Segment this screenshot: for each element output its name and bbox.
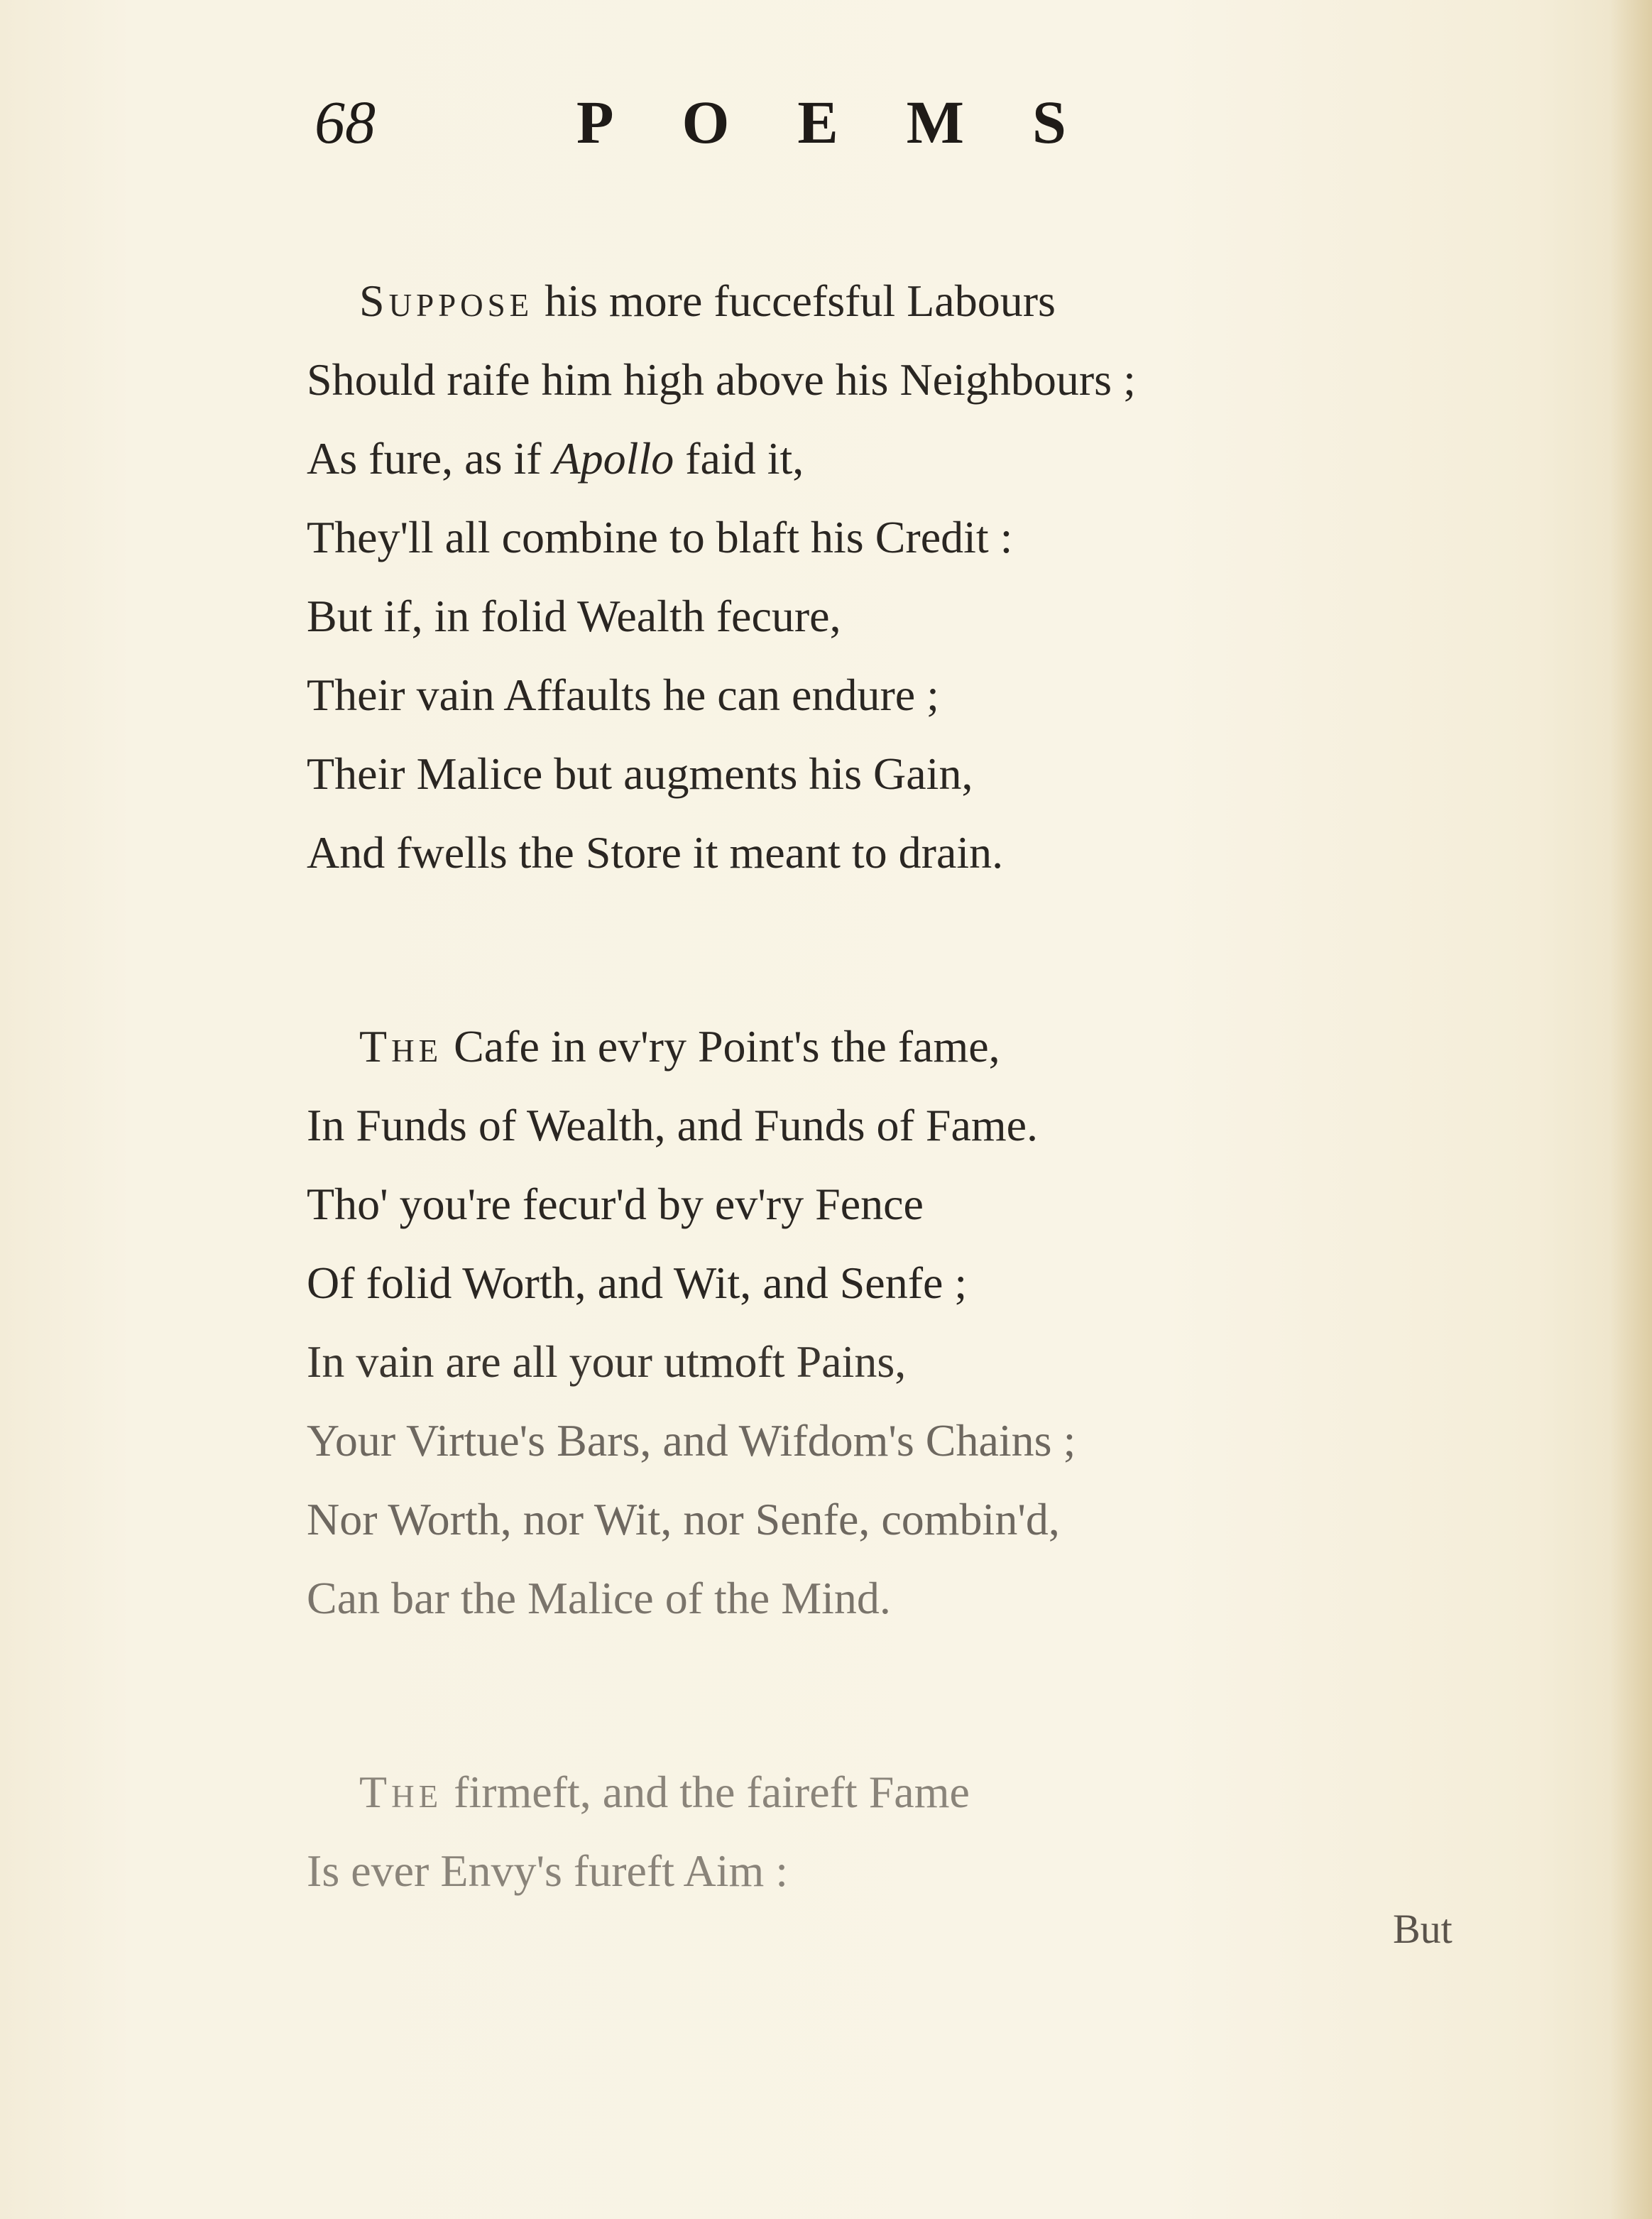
verse-text: Is ever Envy's fureft Aim : <box>307 1845 789 1896</box>
verse-text: As fure, as if Apollo faid it, <box>307 433 804 484</box>
verse-line <box>307 591 841 641</box>
verse-text: In vain are all your utmoft Pains, <box>307 1336 907 1387</box>
verse-lead-word: Suppose <box>359 276 534 326</box>
page-header <box>0 87 1652 172</box>
verse-lead-word: The <box>359 1021 443 1072</box>
verse-line <box>307 827 1004 878</box>
verse-line <box>307 748 973 799</box>
verse-line <box>307 1100 1039 1150</box>
verse-text: Their Malice but augments his Gain, <box>307 748 973 799</box>
verse-text: firmeft, and the faireft Fame <box>442 1767 970 1817</box>
verse-line <box>307 1494 1060 1544</box>
verse-text: In Funds of Wealth, and Funds of Fame. <box>307 1100 1039 1150</box>
verse-text: But if, in folid Wealth fecure, <box>307 591 841 641</box>
verse-line <box>307 512 1013 562</box>
verse-text: And fwells the Store it meant to drain. <box>307 827 1004 878</box>
catchword: But <box>1393 1906 1453 1952</box>
verse-text: Nor Worth, nor Wit, nor Senfe, combin'd, <box>307 1494 1060 1544</box>
page-number: 68 <box>314 88 376 156</box>
verse-line <box>307 1415 1076 1466</box>
verse-line <box>307 1179 924 1229</box>
verse-line <box>359 1021 1000 1072</box>
verse-text: Their vain Affaults he can endure ; <box>307 670 939 720</box>
verse-text: Of folid Worth, and Wit, and Senfe ; <box>307 1258 968 1308</box>
verse-line <box>307 672 939 718</box>
verse-text: his more fuccefsful Labours <box>533 276 1056 326</box>
verse-text: Your Virtue's Bars, and Wifdom's Chains ; <box>307 1415 1076 1466</box>
page-edge-shadow <box>1609 0 1652 2219</box>
verse-line <box>307 354 1136 405</box>
verse-text: Tho' you're fecur'd by ev'ry Fence <box>307 1179 924 1229</box>
verse-line <box>307 1573 891 1623</box>
verse-text: They'll all combine to blaft his Credit : <box>307 512 1013 562</box>
running-head: POEMS <box>576 88 1134 156</box>
verse-text: Cafe in ev'ry Point's the fame, <box>442 1021 1000 1072</box>
verse-line <box>307 1845 789 1896</box>
verse-line <box>307 1336 907 1387</box>
verse-text: Should raife him high above his Neighbours ; <box>307 354 1136 405</box>
italic-name: Apollo <box>552 433 674 484</box>
verse-line <box>359 278 1056 324</box>
verse-line <box>307 1260 967 1306</box>
verse-text: Can bar the Malice of the Mind. <box>307 1573 891 1623</box>
verse-line <box>307 433 804 484</box>
verse-lead-word: The <box>359 1767 443 1817</box>
verse-line <box>359 1767 970 1817</box>
